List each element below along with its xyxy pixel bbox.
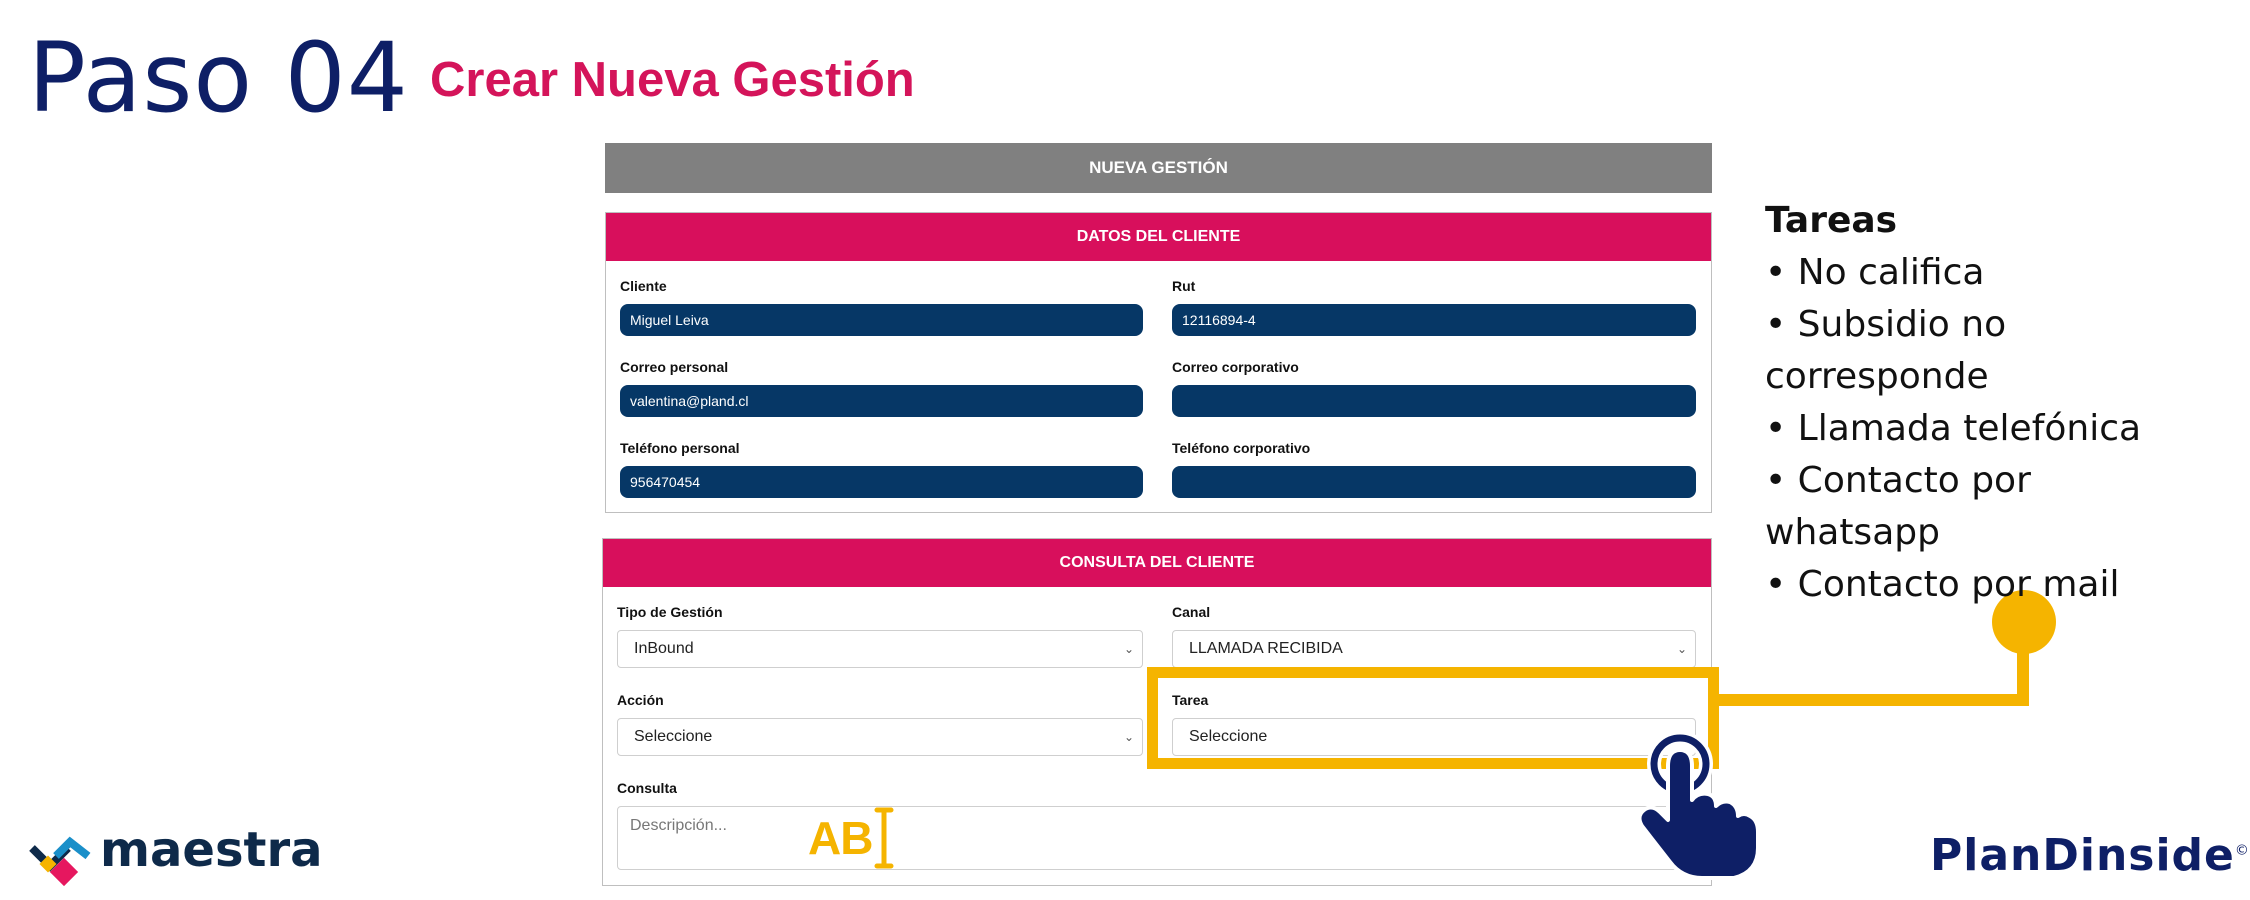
accion-label: Acción [617,692,664,708]
planinside-logo [1930,830,2250,881]
telefono-corporativo-field[interactable] [1172,466,1696,498]
cliente-value: Miguel Leiva [630,312,709,328]
chevron-down-icon: ⌄ [1676,730,1687,744]
form-title-bar [605,143,1712,193]
form-title: NUEVA GESTIÓN [1089,158,1228,177]
planinside-logo-part-a: Plan [1930,830,2043,881]
chevron-down-icon: ⌄ [1123,642,1134,656]
tipo-gestion-value: InBound [634,640,694,657]
rut-field[interactable] [1172,304,1696,336]
planinside-logo-part-b: Dinside [2042,830,2235,881]
text-cursor-annotation [808,808,894,868]
accion-value: Seleccione [634,728,713,745]
consulta-label: Consulta [617,780,677,796]
tarea-label: Tarea [1172,692,1209,708]
i-beam-cursor-icon [874,806,894,870]
tasks-heading: Tareas [1765,200,1898,241]
chevron-down-icon: ⌄ [1123,730,1134,744]
accion-select[interactable] [617,718,1143,756]
step-number: Paso 04 [28,22,409,134]
telefono-personal-label: Teléfono personal [620,440,740,456]
step-title: Crear Nueva Gestión [430,53,915,107]
query-section-header [603,539,1711,587]
rut-value: 12116894-4 [1182,312,1256,328]
task-item: • No califica [1765,252,1985,293]
connector-line-horizontal [1719,694,2029,706]
planinside-logo-mark: © [2234,842,2250,859]
consulta-textarea[interactable] [617,806,1696,870]
canal-label: Canal [1172,604,1211,620]
telefono-corporativo-label: Teléfono corporativo [1172,440,1311,456]
canal-value: LLAMADA RECIBIDA [1189,640,1343,657]
chevron-down-icon: ⌄ [1676,642,1687,656]
text-cursor-label: AB [808,812,873,864]
client-section-title: DATOS DEL CLIENTE [1076,228,1241,245]
tipo-gestion-select[interactable] [617,630,1143,668]
telefono-personal-value: 956470454 [630,474,701,490]
task-item: • Subsidio no corresponde [1765,304,2007,397]
rut-label: Rut [1172,278,1196,294]
telefono-personal-field[interactable] [620,466,1143,498]
task-item: • Contacto por whatsapp [1765,460,2031,553]
maestra-logo-text: maestra [100,822,323,878]
tipo-gestion-label: Tipo de Gestión [617,604,723,620]
tarea-value: Seleccione [1189,728,1268,745]
query-section-title: CONSULTA DEL CLIENTE [1059,554,1255,571]
pointing-hand-cursor-icon [1632,728,1762,880]
correo-corporativo-field[interactable] [1172,385,1696,417]
maestra-logo-icon [28,834,94,884]
task-item: • Contacto por mail [1765,564,2120,605]
client-section-header [606,213,1711,261]
correo-corporativo-label: Correo corporativo [1172,359,1299,375]
consulta-placeholder: Descripción... [630,817,727,834]
task-item: • Llamada telefónica [1765,408,2142,449]
correo-personal-label: Correo personal [620,359,729,375]
correo-personal-field[interactable] [620,385,1143,417]
tasks-panel [1765,195,2205,611]
cliente-label: Cliente [620,278,667,294]
correo-personal-value: valentina@pland.cl [630,393,749,409]
canal-select[interactable] [1172,630,1696,668]
cliente-field[interactable] [620,304,1143,336]
